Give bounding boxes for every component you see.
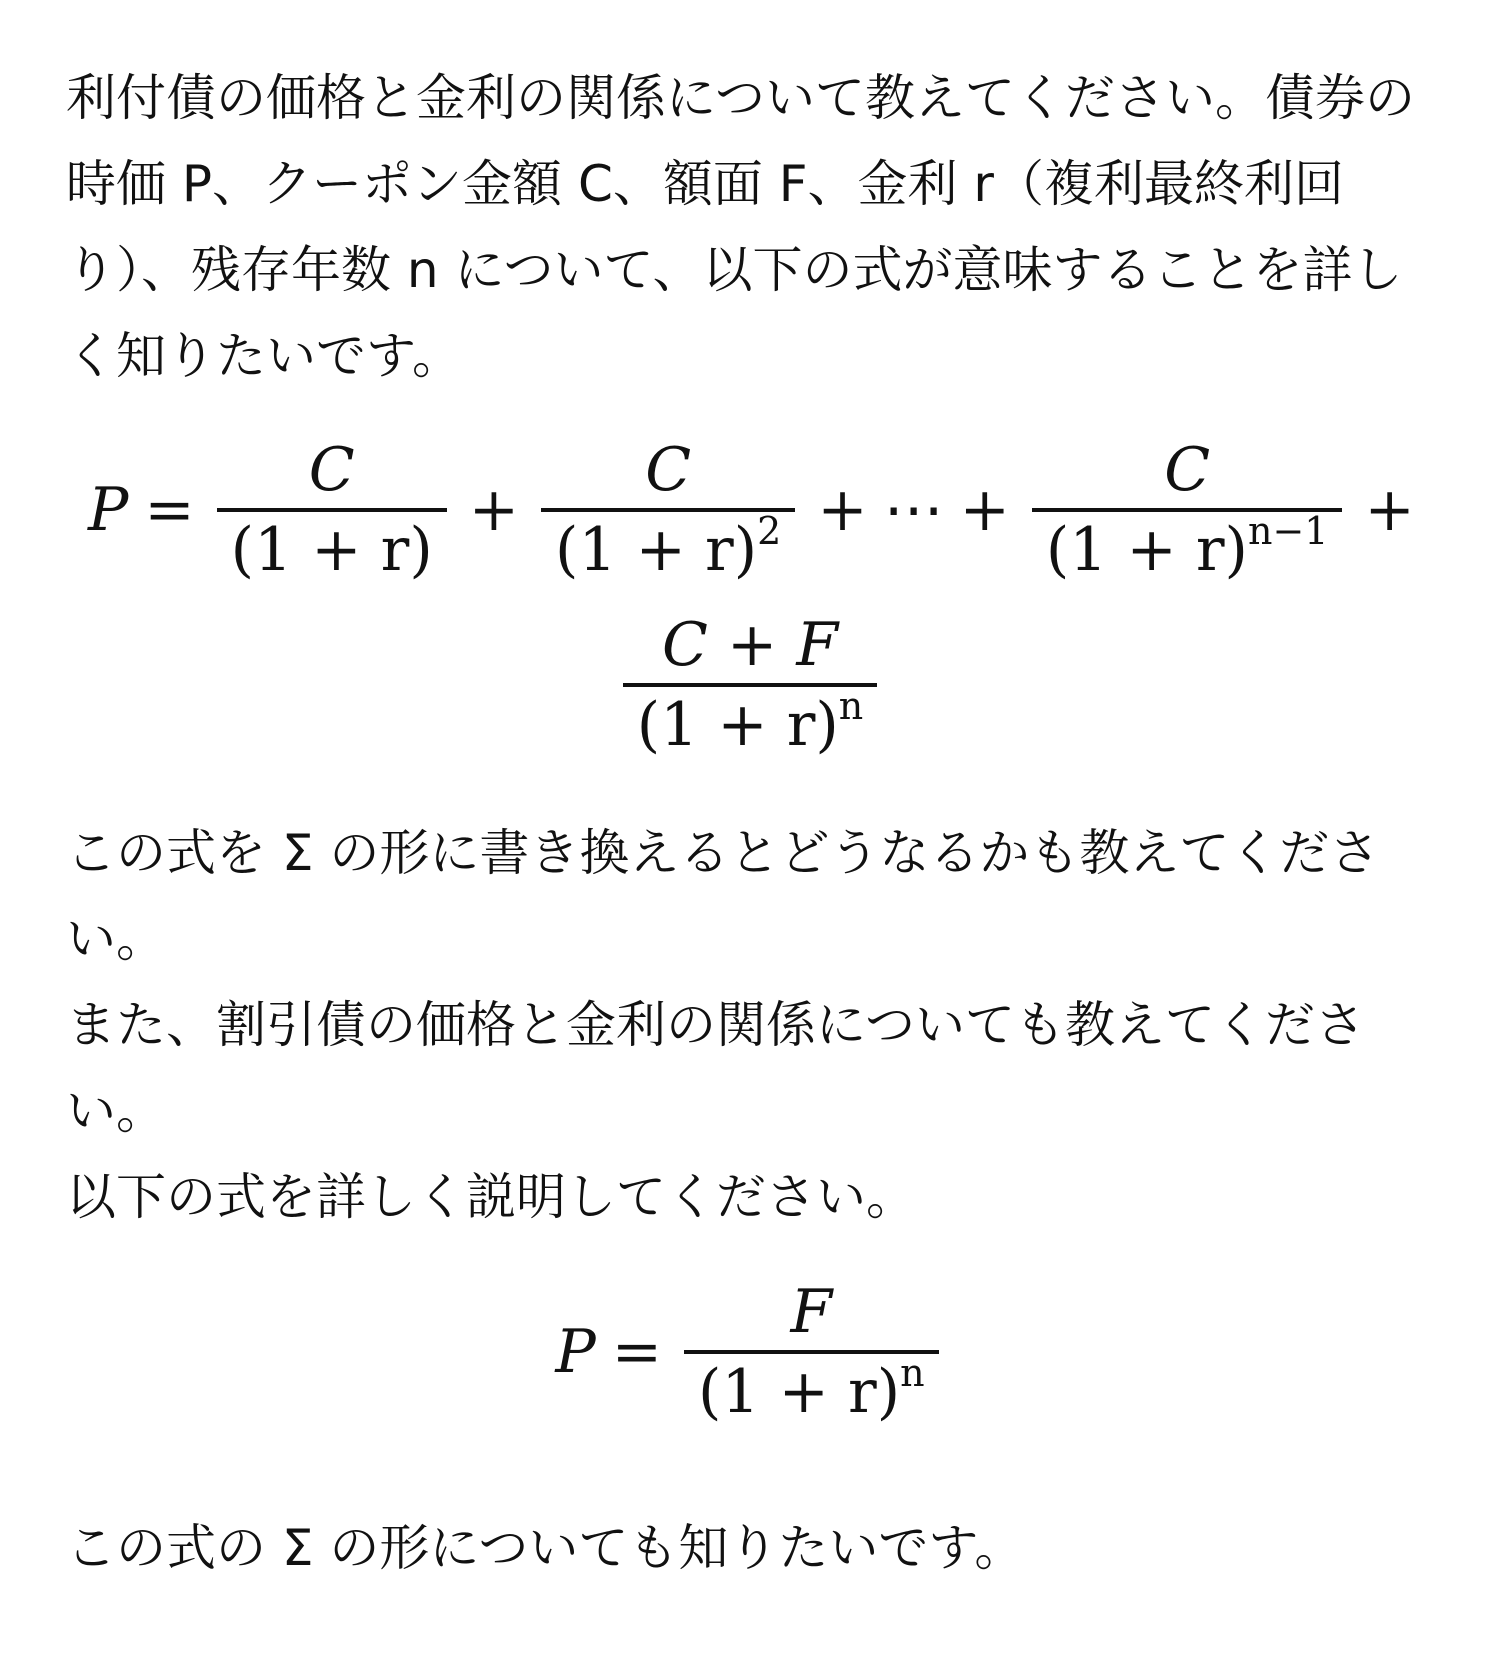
eq1-term3-exp: n−1	[1247, 509, 1329, 553]
coupon-bond-equation	[88, 435, 1431, 585]
eq1-term1-num: C	[308, 435, 355, 505]
eq1-term4	[623, 610, 878, 760]
explain-paragraph: 以下の式を詳しく説明してください。	[66, 1168, 916, 1226]
eq1-term2-den: (1 + r)	[555, 515, 758, 585]
eq2-equals: =	[611, 1317, 663, 1387]
eq1-term1	[217, 435, 447, 585]
eq1-term4-den: (1 + r)	[636, 690, 839, 760]
eq1-plus1: +	[468, 475, 520, 545]
eq1-term3-num: C	[1164, 435, 1211, 505]
eq1-plus2: +	[817, 475, 868, 545]
eq1-term2-exp: 2	[757, 509, 782, 553]
intro-paragraph: 利付債の価格と金利の関係について教えてください。債券の時価 P、クーポン金額 C、額面 F、金利 r（複利最終利回り）、残存年数 n について、以下の式が意味することを詳しく知りたいです。	[66, 69, 1415, 385]
discount-bond-paragraph: また、割引債の価格と金利の関係についても教えてください。	[66, 996, 1365, 1140]
eq1-term2-num: C	[645, 435, 692, 505]
eq1-term4-exp: n	[838, 684, 864, 728]
eq1-term1-den: (1 + r)	[230, 515, 433, 585]
eq1-plus3: +	[959, 475, 1010, 545]
eq2-exp: n	[900, 1351, 925, 1395]
eq1-lhs: P	[88, 475, 129, 545]
eq1-term2	[541, 435, 795, 585]
eq1-dots: ⋯	[883, 475, 944, 545]
eq1-plus4: +	[1364, 475, 1415, 545]
eq2-lhs: P	[555, 1317, 596, 1387]
eq2-fraction	[684, 1277, 939, 1427]
eq1-equals: =	[144, 475, 195, 545]
eq2-num: F	[790, 1277, 833, 1347]
discount-bond-equation	[0, 1277, 1500, 1427]
sigma-question-paragraph: この式を Σ の形に書き換えるとどうなるかも教えてください。	[66, 824, 1380, 968]
sigma-form-paragraph: この式の Σ の形についても知りたいです。	[66, 1519, 1025, 1577]
coupon-bond-equation-continued	[0, 610, 1500, 760]
eq1-term3	[1032, 435, 1343, 585]
eq1-term3-den: (1 + r)	[1045, 515, 1248, 585]
eq2-den: (1 + r)	[698, 1357, 901, 1427]
eq1-term4-num: C + F	[662, 610, 838, 680]
